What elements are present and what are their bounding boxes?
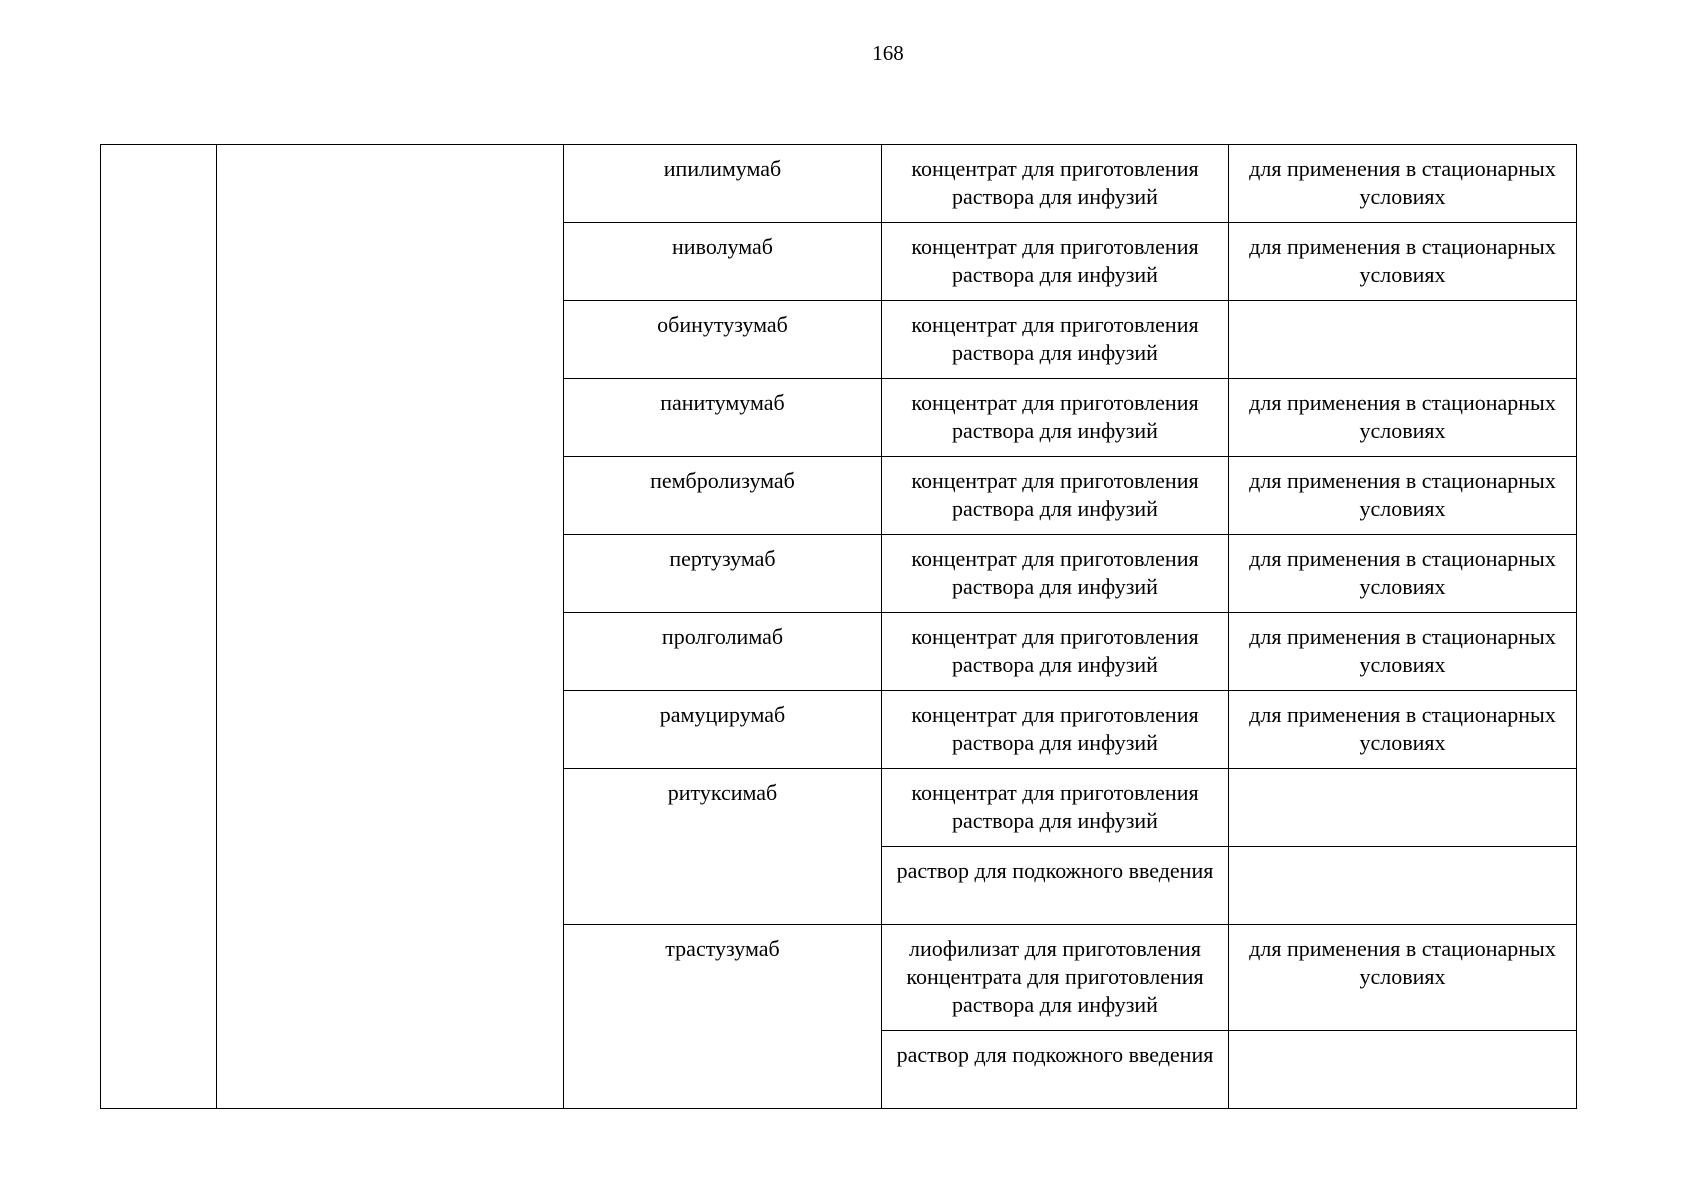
note-cell: для применения в стационарных условиях bbox=[1229, 613, 1577, 691]
drug-name-cell: панитумумаб bbox=[564, 379, 882, 457]
group-cell bbox=[217, 145, 564, 1109]
note-cell: для применения в стационарных условиях bbox=[1229, 535, 1577, 613]
dosage-form-cell: раствор для подкожного введения bbox=[882, 847, 1229, 925]
drug-name-cell: пролголимаб bbox=[564, 613, 882, 691]
dosage-form-cell: лиофилизат для приготовления концентрата для приготовления раствора для инфузий bbox=[882, 925, 1229, 1031]
note-cell bbox=[1229, 301, 1577, 379]
drug-name-cell: пембролизумаб bbox=[564, 457, 882, 535]
note-cell bbox=[1229, 1031, 1577, 1109]
drug-name-cell: пертузумаб bbox=[564, 535, 882, 613]
dosage-form-cell: концентрат для приготовления раствора для инфузий bbox=[882, 769, 1229, 847]
dosage-form-cell: концентрат для приготовления раствора для инфузий bbox=[882, 535, 1229, 613]
dosage-form-cell: концентрат для приготовления раствора для инфузий bbox=[882, 613, 1229, 691]
drug-table bbox=[100, 144, 1577, 1109]
drug-name-cell: рамуцирумаб bbox=[564, 691, 882, 769]
dosage-form-cell: концентрат для приготовления раствора для инфузий bbox=[882, 145, 1229, 223]
drug-name-cell: ниволумаб bbox=[564, 223, 882, 301]
note-cell: для применения в стационарных условиях bbox=[1229, 691, 1577, 769]
drug-name-cell: обинутузумаб bbox=[564, 301, 882, 379]
dosage-form-cell: концентрат для приготовления раствора для инфузий bbox=[882, 379, 1229, 457]
code-cell bbox=[101, 145, 217, 1109]
note-cell: для применения в стационарных условиях bbox=[1229, 145, 1577, 223]
dosage-form-cell: раствор для подкожного введения bbox=[882, 1031, 1229, 1109]
drug-name-cell: ипилимумаб bbox=[564, 145, 882, 223]
note-cell bbox=[1229, 769, 1577, 847]
note-cell: для применения в стационарных условиях bbox=[1229, 223, 1577, 301]
note-cell bbox=[1229, 847, 1577, 925]
dosage-form-cell: концентрат для приготовления раствора для инфузий bbox=[882, 457, 1229, 535]
note-cell: для применения в стационарных условиях bbox=[1229, 925, 1577, 1031]
drug-name-cell: трастузумаб bbox=[564, 925, 882, 1109]
dosage-form-cell: концентрат для приготовления раствора для инфузий bbox=[882, 691, 1229, 769]
drug-name-cell: ритуксимаб bbox=[564, 769, 882, 925]
note-cell: для применения в стационарных условиях bbox=[1229, 457, 1577, 535]
table-row bbox=[101, 145, 1577, 223]
note-cell: для применения в стационарных условиях bbox=[1229, 379, 1577, 457]
dosage-form-cell: концентрат для приготовления раствора для инфузий bbox=[882, 223, 1229, 301]
page-number: 168 bbox=[872, 41, 904, 65]
dosage-form-cell: концентрат для приготовления раствора для инфузий bbox=[882, 301, 1229, 379]
